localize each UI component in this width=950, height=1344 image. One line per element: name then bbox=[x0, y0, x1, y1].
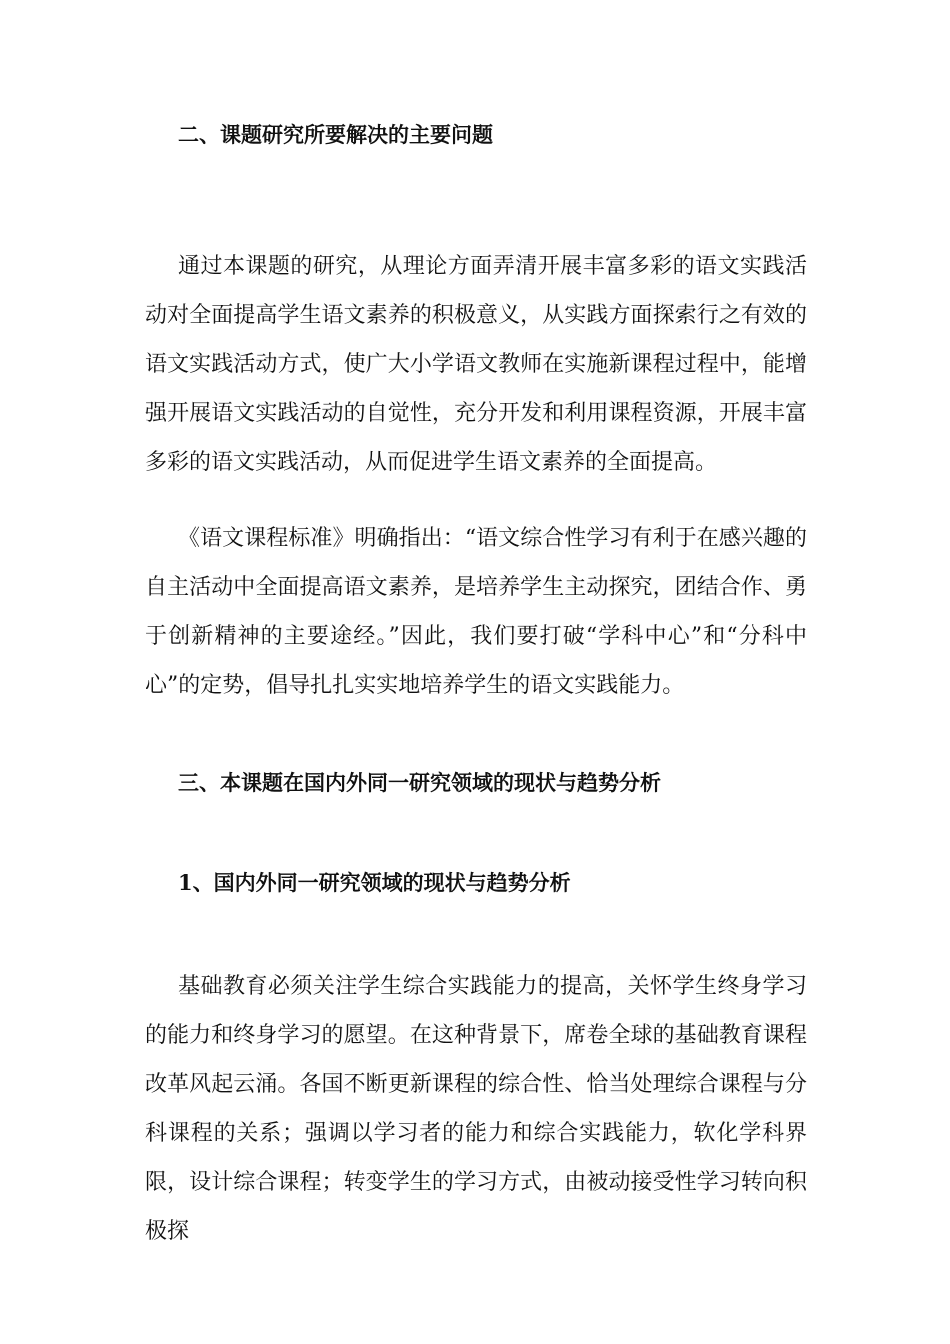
section-heading-status-trends: 三、本课题在国内外同一研究领域的现状与趋势分析 bbox=[178, 770, 661, 795]
section-heading-main-problems: 二、课题研究所要解决的主要问题 bbox=[178, 122, 493, 147]
subsection-heading-domestic-foreign: 1、国内外同一研究领域的现状与趋势分析 bbox=[178, 870, 571, 895]
paragraph-basic-education: 基础教育必须关注学生综合实践能力的提高，关怀学生终身学习的能力和终身学习的愿望。在这种背景下，席卷全球的基础教育课程改革风起云涌。各国不断更新课程的综合性、恰当处理综合课程与分科课程的关系；强调以学习者的能力和综合实践能力，软化学科界限，设计综合课程；转变学生的学习方式，由被动接受性学习转向积极探 bbox=[145, 974, 807, 1244]
paragraph-research-goals: 通过本课题的研究，从理论方面弄清开展丰富多彩的语文实践活动对全面提高学生语文素养的积极意义，从实践方面探索行之有效的语文实践活动方式，使广大小学语文教师在实施新课程过程中，能增强开展语文实践活动的自觉性，充分开发和利用课程资源，开展丰富多彩的语文实践活动，从而促进学生语文素养的全面提高。 bbox=[145, 254, 807, 475]
paragraph-curriculum-standard: 《语文课程标准》明确指出：“语文综合性学习有利于在感兴趣的自主活动中全面提高语文素养，是培养学生主动探究，团结合作、勇于创新精神的主要途经。”因此，我们要打破“学科中心”和“分科中心”的定势，倡导扎扎实实地培养学生的语文实践能力。 bbox=[145, 526, 807, 698]
